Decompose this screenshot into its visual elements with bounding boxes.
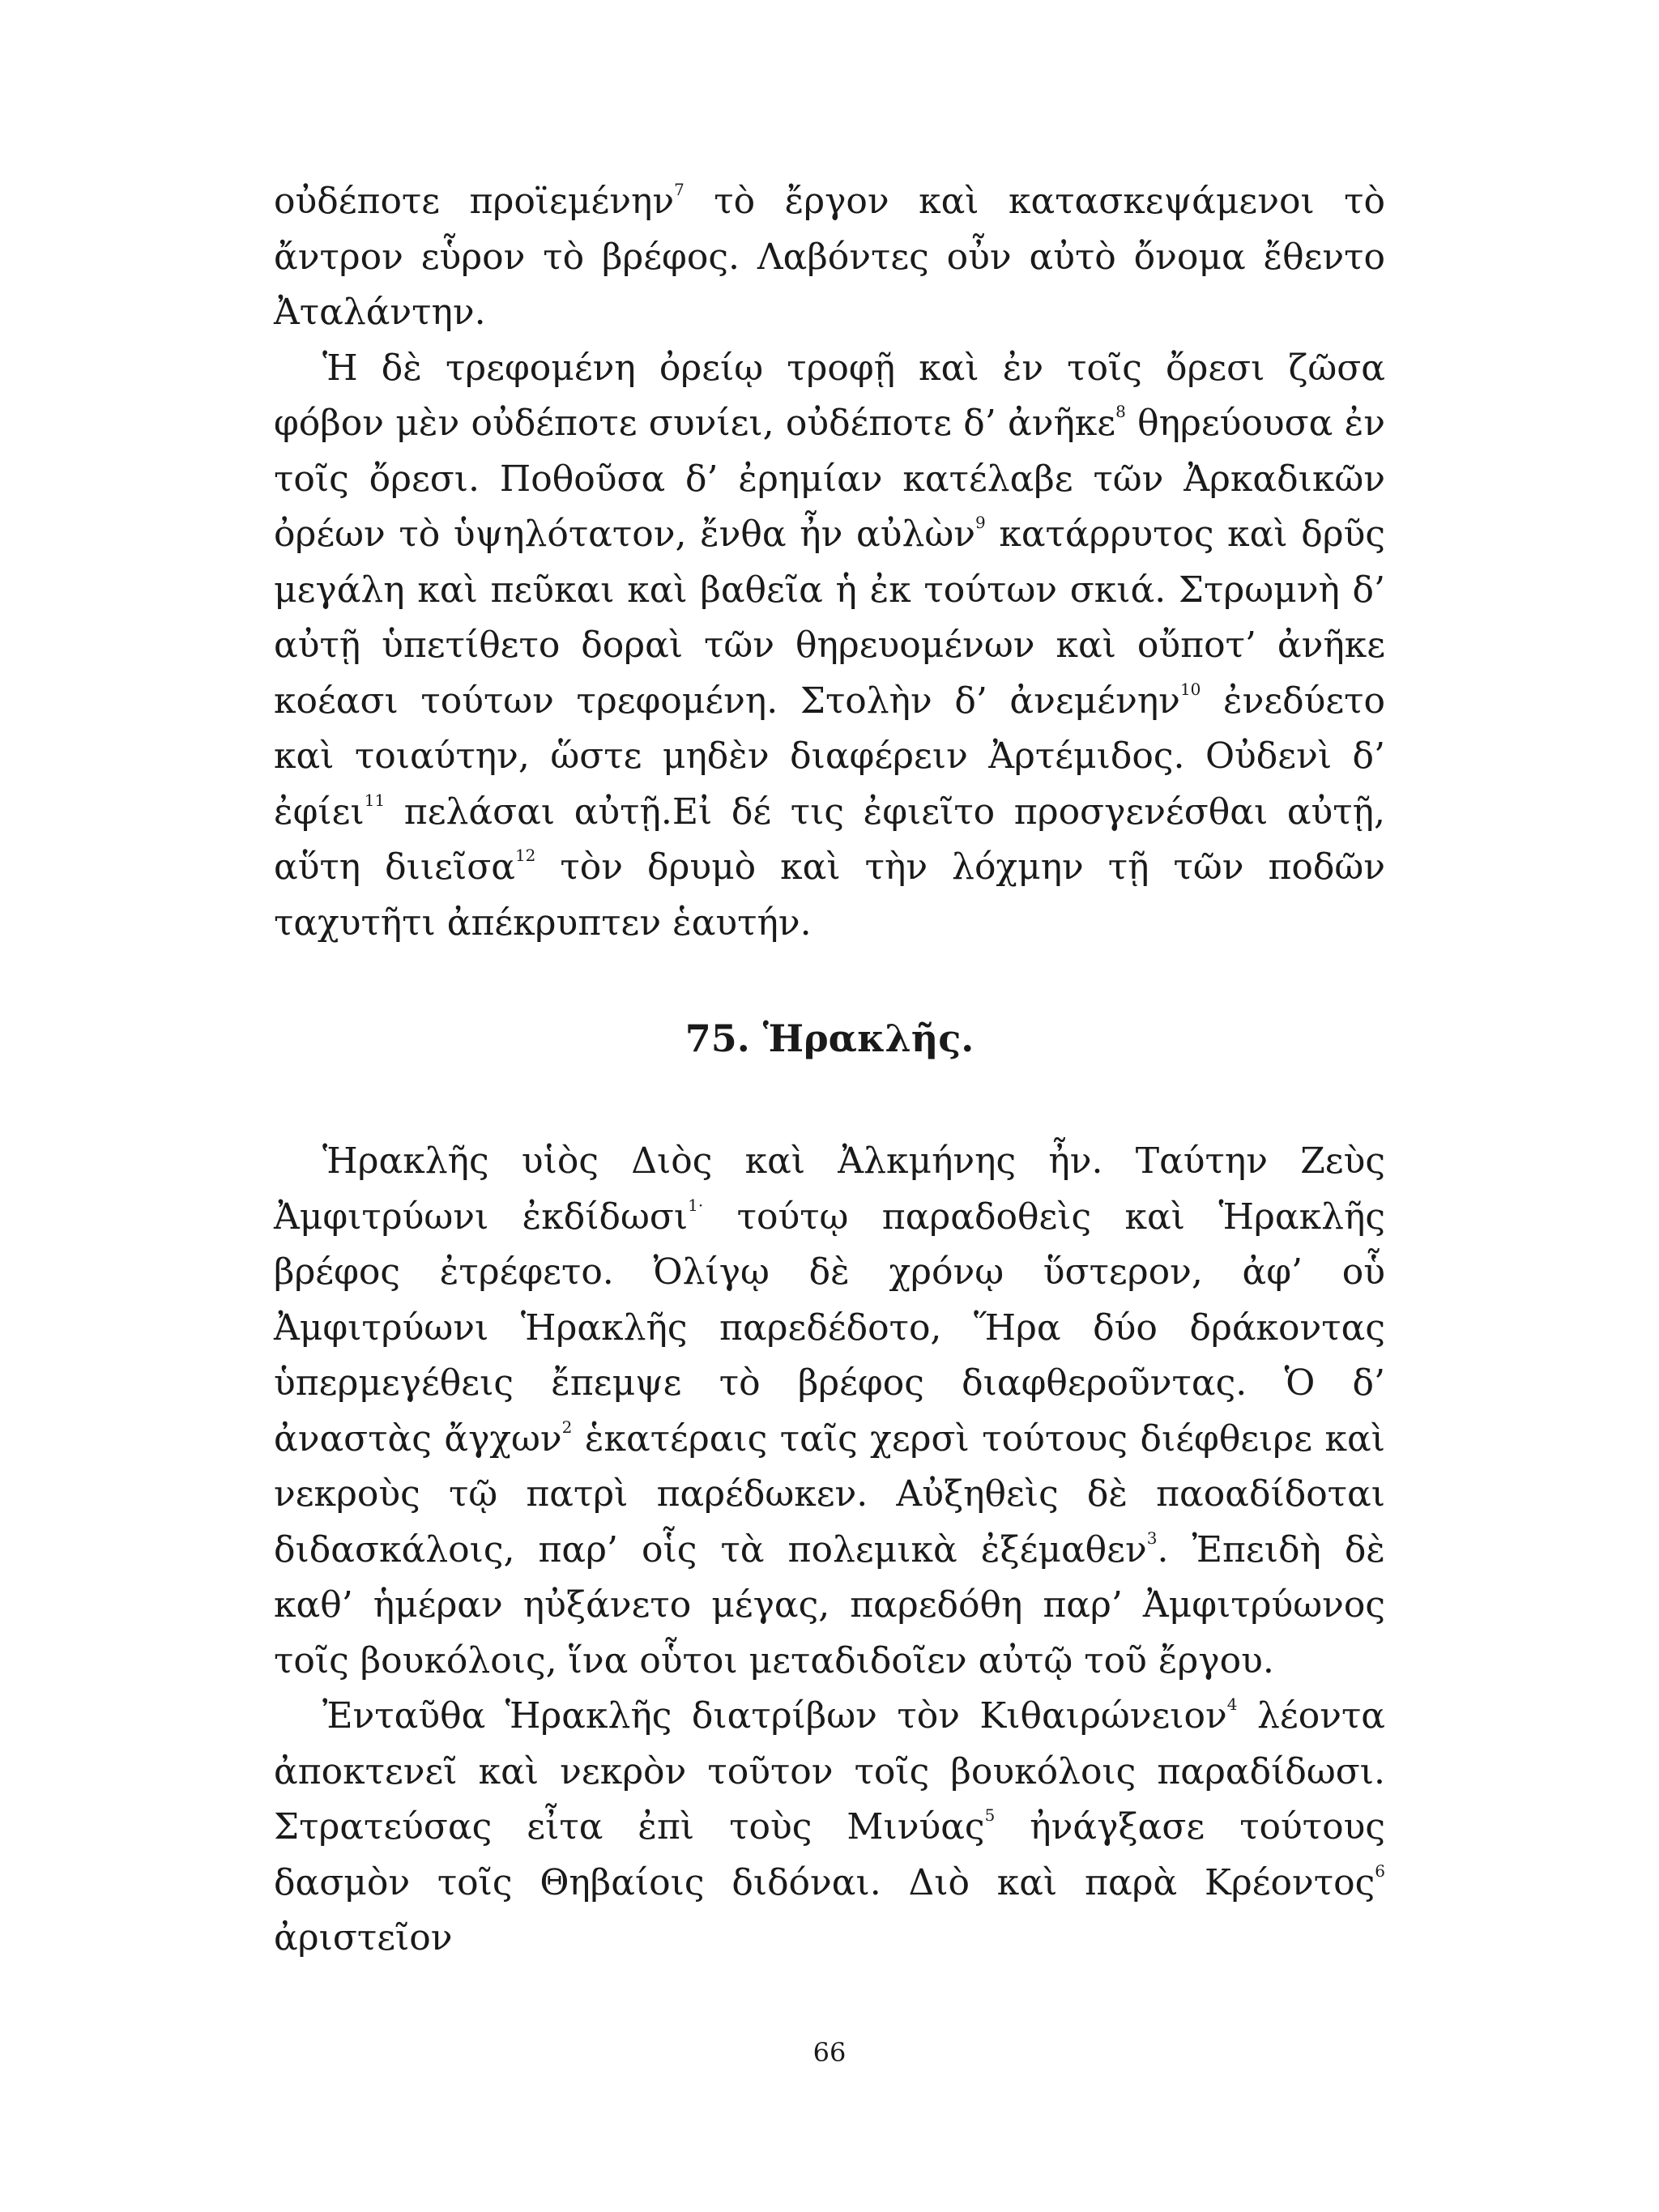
page-number: 66 bbox=[812, 2037, 847, 2068]
text-run: Ἐνταῦθα Ἡρακλῆς διατρίβων τὸν Κιθαιρώνειον bbox=[322, 1695, 1227, 1737]
page-body bbox=[274, 174, 1385, 1967]
paragraph bbox=[274, 1689, 1385, 1967]
footnote-marker: 6 bbox=[1375, 1860, 1385, 1881]
text-run: ἀριστεῖον bbox=[274, 1917, 453, 1958]
footnote-marker: 10 bbox=[1179, 679, 1201, 699]
section-before bbox=[274, 174, 1385, 951]
text-run: . Ἐπειδὴ δὲ καθ’ ἡμέραν ηὐξάνετο μέγας, παρεδόθη παρ’ Ἀμφιτρύωνος τοῖς βουκόλοις, ἵνα οὗτοι μεταδιδοῖεν αὐτῷ τοῦ ἔργου. bbox=[274, 1528, 1385, 1681]
paragraph bbox=[274, 1134, 1385, 1689]
text-run: τὸ ἔργον καὶ κατασκεψάμενοι τὸ ἄντρον εὗρον τὸ βρέφος. Λαβόντες οὖν αὐτὸ ὄνομα ἔθεντο Ἀταλάντην. bbox=[274, 181, 1385, 333]
paragraph bbox=[274, 341, 1385, 952]
text-run: τὸν δρυμὸ καὶ τὴν λόχμην τῇ τῶν ποδῶν ταχυτῆτι ἀπέκρυπτεν ἑαυτήν. bbox=[274, 846, 1385, 944]
text-run: ἐνεδύετο καὶ τοιαύτην, ὥστε μηδὲν διαφέρειν Ἀρτέμιδος. Οὐδενὶ δ’ ἐφίει bbox=[274, 680, 1385, 833]
text-run: λέοντα ἀποκτενεῖ καὶ νεκρὸν τοῦτον τοῖς βουκόλοις παραδίδωσι. Στρατεύσας εἶτα ἐπὶ τοὺς Μινύας bbox=[274, 1695, 1385, 1848]
paragraph bbox=[274, 174, 1385, 341]
text-run: Ἡ δὲ τρεφομένη ὀρείῳ τροφῇ καὶ ἐν τοῖς ὄρεσι ζῶσα φόβον μὲν οὐδέποτε συνίει, οὐδέποτε δ’ ἀνῆκε bbox=[274, 347, 1385, 444]
text-run: τούτῳ παραδοθεὶς καὶ Ἡρακλῆς βρέφος ἐτρέφετο. Ὀλίγῳ δὲ χρόνῳ ὕστερον, ἀφ’ οὗ Ἀμφιτρύωνι Ἡρακλῆς παρεδέδοτο, Ἥρα δύο δράκοντας ὑπερμεγέθεις ἔπεμψε τὸ βρέφος διαφθεροῦντας. Ὁ δ’ ἀναστὰς ἄγχων bbox=[274, 1196, 1385, 1460]
section-after bbox=[274, 1134, 1385, 1967]
footnote-marker: 2 bbox=[561, 1417, 573, 1437]
footnote-marker: 3 bbox=[1146, 1528, 1158, 1548]
footnote-marker: 4 bbox=[1226, 1694, 1238, 1714]
footnote-marker: 1· bbox=[688, 1195, 704, 1215]
footnote-marker: 7 bbox=[674, 180, 684, 199]
text-run: θηρεύουσα ἐν τοῖς ὄρεσι. Ποθοῦσα δ’ ἐρημίαν κατέλαβε τῶν Ἀρκαδικῶν ὀρέων τὸ ὑψηλότατον, ἔνθα ἦν αὐλὼν bbox=[274, 403, 1385, 555]
footnote-marker: 11 bbox=[364, 790, 386, 810]
text-run: κατάρρυτος καὶ δρῦς μεγάλη καὶ πεῦκαι καὶ βαθεῖα ἡ ἐκ τούτων σκιά. Στρωμνὴ δ’ αὐτῇ ὑπετίθετο δοραὶ τῶν θηρευομένων καὶ οὔποτ’ ἀνῆκε κοέασι τούτων τρεφομένη. Στολὴν δ’ ἀνεμένην bbox=[274, 514, 1385, 722]
text-run: οὐδέποτε προϊεμένην bbox=[274, 181, 675, 222]
text-run: Ἡρακλῆς υἱὸς Διὸς καὶ Ἀλκμήνης ἦν. Ταύτην Ζεὺς Ἀμφιτρύωνι ἐκδίδωσι bbox=[274, 1140, 1385, 1238]
footnote-marker: 5 bbox=[984, 1805, 996, 1825]
text-run: πελάσαι αὐτῇ.Εἰ δέ τις ἐφιεῖτο προσγενέσθαι αὐτῇ, αὕτη διιεῖσα bbox=[274, 791, 1385, 888]
footnote-marker: 9 bbox=[975, 513, 986, 532]
footnote-marker: 8 bbox=[1115, 402, 1126, 421]
text-run: ἑκατέραις ταῖς χερσὶ τούτους διέφθειρε καὶ νεκροὺς τῷ πατρὶ παρέδωκεν. Αὐξηθεὶς δὲ παοαδίδοται διδασκάλοις, παρ’ οἷς τὰ πολεμικὰ ἐξέμαθεν bbox=[274, 1417, 1385, 1571]
section-heading: 75. Ἡρακλῆς. bbox=[684, 1016, 975, 1060]
text-run: ἠνάγξασε τούτους δασμὸν τοῖς Θηβαίοις διδόναι. Διὸ καὶ παρὰ Κρέοντος bbox=[274, 1806, 1386, 1903]
footnote-marker: 12 bbox=[514, 846, 536, 865]
